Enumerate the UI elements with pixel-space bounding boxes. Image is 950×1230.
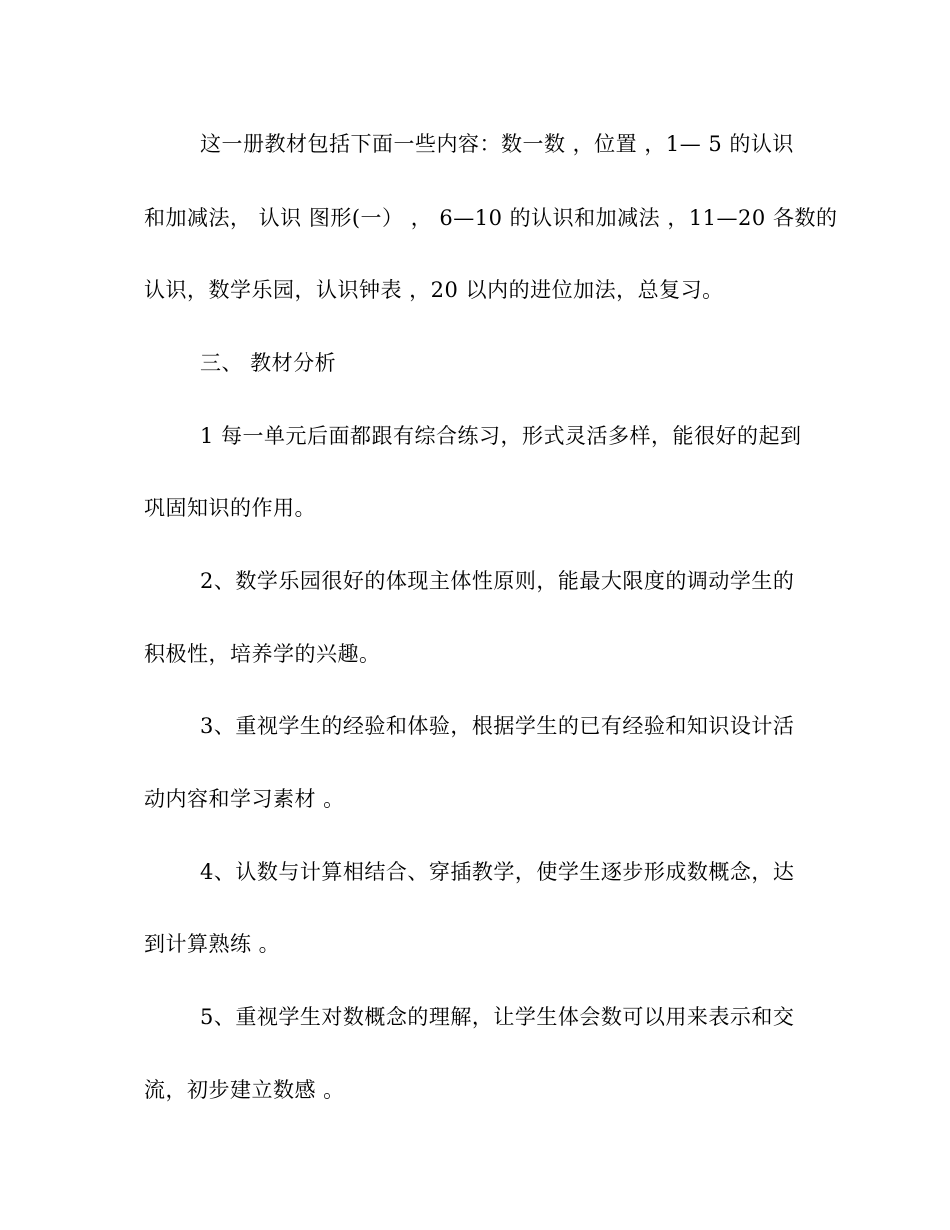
paragraph-line: 认识，数学乐园，认识钟表 ，20 以内的进位加法，总复习。 xyxy=(144,278,724,302)
paragraph-line: 积极性，培养学的兴趣。 xyxy=(144,642,381,666)
paragraph-line: 到计算熟练 。 xyxy=(144,932,281,956)
paragraph-line: 5、重视学生对数概念的理解，让学生体会数可以用来表示和交 xyxy=(200,1005,795,1029)
paragraph-line: 1 每一单元后面都跟有综合练习，形式灵活多样，能很好的起到 xyxy=(200,424,802,448)
section-heading: 三、 教材分析 xyxy=(200,351,337,375)
paragraph-line: 3、重视学生的经验和体验，根据学生的已有经验和知识设计活 xyxy=(200,714,795,738)
paragraph-line: 巩固知识的作用。 xyxy=(144,496,316,520)
paragraph-line: 4、认数与计算相结合、穿插教学，使学生逐步形成数概念，达 xyxy=(200,860,795,884)
paragraph-line: 这一册教材包括下面一些内容：数一数 ，位置 ，1— 5 的认识 xyxy=(200,132,794,156)
paragraph-line: 和加减法， 认识 图形(一） ， 6—10 的认识和加减法 ，11—20 各数的 xyxy=(144,206,838,230)
paragraph-line: 2、数学乐园很好的体现主体性原则，能最大限度的调动学生的 xyxy=(200,569,795,593)
paragraph-line: 流，初步建立数感 。 xyxy=(144,1078,345,1102)
paragraph-line: 动内容和学习素材 。 xyxy=(144,787,345,811)
